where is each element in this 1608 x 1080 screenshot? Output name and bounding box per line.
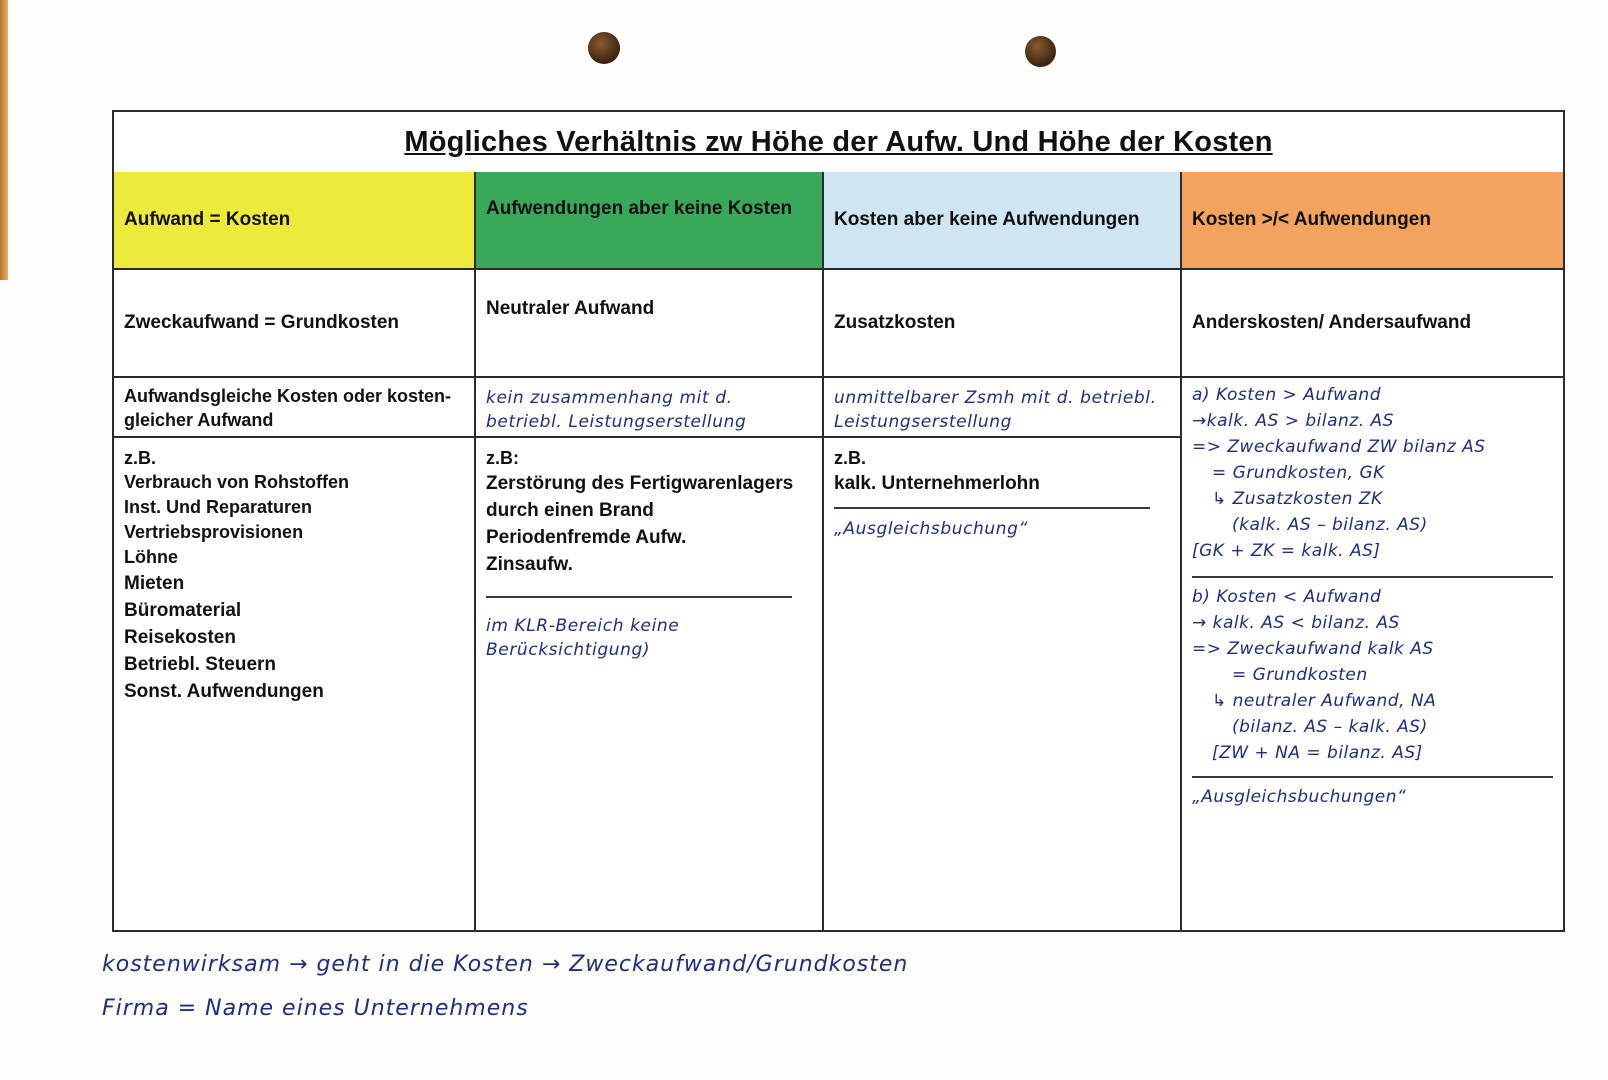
examples-cell bbox=[114, 438, 476, 930]
examples-list bbox=[834, 470, 1170, 497]
list-item: Zinsaufw. bbox=[486, 554, 573, 575]
note-line: (bilanz. AS – kalk. AS) bbox=[1232, 717, 1428, 737]
note-line: => Zweckaufwand kalk AS bbox=[1192, 639, 1434, 659]
list-item: Betriebl. Steuern bbox=[124, 654, 277, 675]
paper-edge bbox=[0, 0, 8, 280]
header-aufwendungen-keine-kosten bbox=[476, 172, 824, 270]
table-title: Mögliches Verhältnis zw Höhe der Aufw. Und Höhe der Kosten bbox=[114, 112, 1563, 174]
term-cell bbox=[824, 270, 1182, 378]
examples-label: z.B: bbox=[486, 448, 519, 468]
note-line: b) Kosten < Aufwand bbox=[1192, 587, 1382, 607]
case-b-notes bbox=[1192, 584, 1553, 766]
header-label: Aufwendungen aber keine Kosten bbox=[486, 198, 793, 219]
note-line: [ZW + NA = bilanz. AS] bbox=[1212, 743, 1423, 763]
list-item: durch einen Brand bbox=[486, 500, 654, 521]
term-cell bbox=[1182, 270, 1563, 378]
list-item: Inst. Und Reparaturen bbox=[124, 497, 313, 517]
divider bbox=[486, 596, 792, 598]
examples-label: z.B. bbox=[834, 448, 867, 468]
header-label: Kosten aber keine Aufwendungen bbox=[834, 209, 1140, 230]
handwritten-definition: kein zusammenhang mit d. betriebl. Leistungserstellung bbox=[486, 388, 747, 432]
examples-list bbox=[124, 470, 464, 570]
examples-cell bbox=[476, 438, 824, 930]
note-line: →kalk. AS > bilanz. AS bbox=[1192, 411, 1394, 431]
definition-cell bbox=[114, 378, 476, 438]
note-line: ↳ Zusatzkosten ZK bbox=[1212, 489, 1383, 509]
examples-cell bbox=[824, 438, 1182, 930]
note-line: (kalk. AS – bilanz. AS) bbox=[1232, 515, 1428, 535]
anderskosten-notes-cell bbox=[1182, 378, 1563, 930]
list-item: Periodenfremde Aufw. bbox=[486, 527, 687, 548]
punch-hole-left bbox=[588, 32, 620, 64]
list-item: kalk. Unternehmerlohn bbox=[834, 473, 1040, 494]
list-item: Büromaterial bbox=[124, 600, 242, 621]
header-label: Aufwand = Kosten bbox=[124, 209, 291, 230]
note-line: [GK + ZK = kalk. AS] bbox=[1192, 541, 1381, 561]
footnote-firma: Firma = Name eines Unternehmens bbox=[102, 996, 529, 1021]
divider bbox=[1192, 576, 1553, 578]
note-line: → kalk. AS < bilanz. AS bbox=[1192, 613, 1400, 633]
list-item: Vertriebsprovisionen bbox=[124, 522, 304, 542]
comparison-table bbox=[112, 110, 1565, 932]
list-item: Mieten bbox=[124, 573, 185, 594]
list-item: Sonst. Aufwendungen bbox=[124, 681, 324, 702]
punch-hole-right bbox=[1025, 36, 1056, 67]
definition-cell bbox=[824, 378, 1182, 438]
list-item: Reisekosten bbox=[124, 627, 236, 648]
definition-cell bbox=[476, 378, 824, 438]
note-line: => Zweckaufwand ZW bilanz AS bbox=[1192, 437, 1486, 457]
examples-list-continued bbox=[124, 570, 464, 705]
note-line: = Grundkosten bbox=[1232, 665, 1368, 685]
list-item: Löhne bbox=[124, 547, 178, 567]
handwritten-note: im KLR-Bereich keine Berücksichtigung) bbox=[486, 616, 680, 660]
divider bbox=[834, 507, 1150, 509]
table-grid bbox=[114, 172, 1563, 930]
note-ausgleichsbuchungen: „Ausgleichsbuchungen“ bbox=[1192, 787, 1407, 807]
case-a-notes bbox=[1192, 382, 1553, 564]
examples-label: z.B. bbox=[124, 448, 157, 468]
handwritten-note: „Ausgleichsbuchung“ bbox=[834, 519, 1028, 539]
divider bbox=[1192, 776, 1553, 778]
note-line: a) Kosten > Aufwand bbox=[1192, 385, 1381, 405]
handwritten-definition: unmittelbarer Zsmh mit d. betriebl. Leistungserstellung bbox=[834, 388, 1157, 432]
note-line: = Grundkosten, GK bbox=[1212, 463, 1385, 483]
list-item: Zerstörung des Fertigwarenlagers bbox=[486, 473, 794, 494]
term-zusatzkosten: Zusatzkosten bbox=[834, 312, 956, 333]
header-label: Kosten >/< Aufwendungen bbox=[1192, 209, 1431, 230]
header-kosten-keine-aufwendungen bbox=[824, 172, 1182, 270]
examples-list bbox=[486, 470, 812, 578]
footnote-kostenwirksam: kostenwirksam → geht in die Kosten → Zweckaufwand/Grundkosten bbox=[102, 952, 909, 977]
note-line: ↳ neutraler Aufwand, NA bbox=[1212, 691, 1437, 711]
list-item: Verbrauch von Rohstoffen bbox=[124, 472, 350, 492]
header-aufwand-gleich-kosten bbox=[114, 172, 476, 270]
definition-text: Aufwandsgleiche Kosten oder kosten-gleicher Aufwand bbox=[124, 386, 452, 430]
term-anderskosten: Anderskosten/ Andersaufwand bbox=[1192, 312, 1472, 333]
term-cell bbox=[114, 270, 476, 378]
term-neutraler-aufwand: Neutraler Aufwand bbox=[486, 298, 655, 319]
term-cell bbox=[476, 270, 824, 378]
term-zweckaufwand: Zweckaufwand = Grundkosten bbox=[124, 312, 400, 333]
header-kosten-ungleich-aufwendungen bbox=[1182, 172, 1563, 270]
